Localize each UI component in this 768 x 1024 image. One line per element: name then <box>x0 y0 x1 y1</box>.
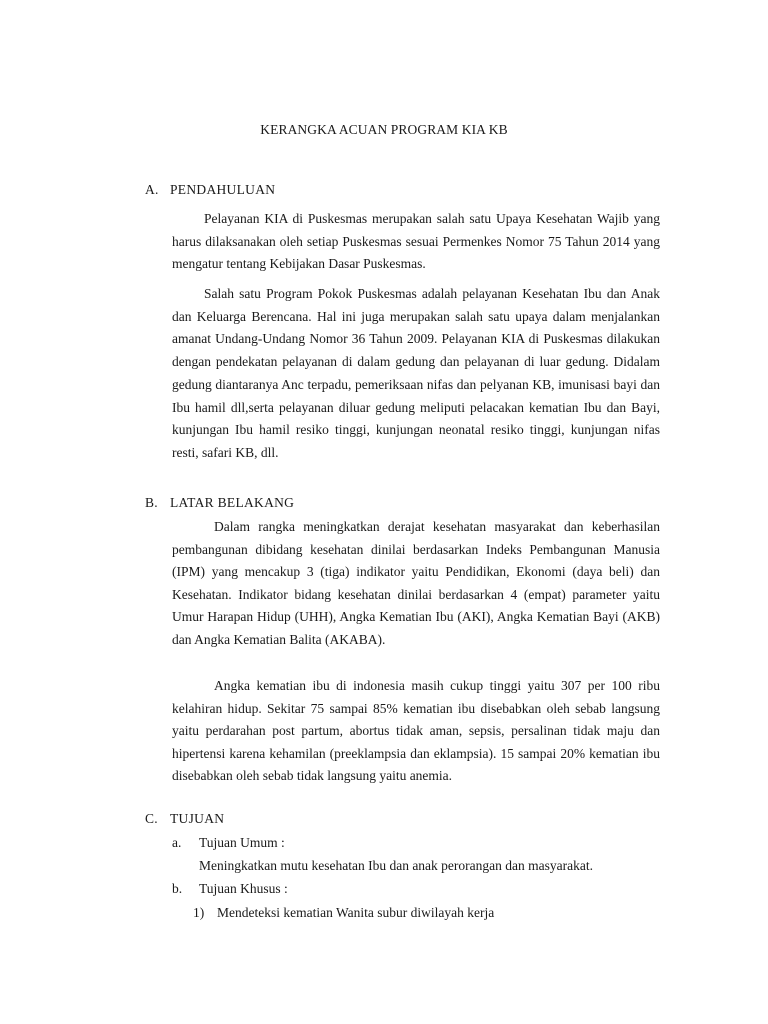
paragraph: Salah satu Program Pokok Puskesmas adalah pelayanan Kesehatan Ibu dan Anak dan Keluarga Berencana. Hal ini juga merupakan salah satu upaya dalam menjalankan amanat Undang-Undang Nomor 36 Tahun 2009. Pelayanan KIA di Puskesmas dilakukan dengan pendekatan pelayanan di dalam gedung dan pelayanan di luar gedung. Didalam gedung diantaranya Anc terpadu, pemeriksaan nifas dan pelyanan KB, imunisasi bayi dan Ibu hamil dll,serta pelayanan diluar gedung meliputi pelacakan kematian Ibu dan Bayi, kunjungan Ibu hamil resiko tinggi, kunjungan neonatal resiko tinggi, kunjungan nifas resti, safari KB, dll. <box>172 286 660 460</box>
document-title: KERANGKA ACUAN PROGRAM KIA KB <box>260 122 508 137</box>
list-marker: 1) <box>193 905 205 920</box>
list-item-tujuan-khusus <box>172 881 288 897</box>
list-item-tujuan-umum <box>172 835 285 851</box>
paragraph: Dalam rangka meningkatkan derajat kesehatan masyarakat dan keberhasilan pembangunan dibidang kesehatan dinilai berdasarkan Indeks Pembangunan Manusia (IPM) yang mencakup 3 (tiga) indikator yaitu Pendidikan, Ekonomi (daya beli) dan Kesehatan. Indikator bidang kesehatan dinilai berdasarkan 4 (empat) parameter yaitu Umur Harapan Hidup (UHH), Angka Kematian Ibu (AKI), Angka Kematian Bayi (AKB) dan Angka Kematian Balita (AKABA). <box>172 519 660 647</box>
paragraph: Pelayanan KIA di Puskesmas merupakan salah satu Upaya Kesehatan Wajib yang harus dilaksanakan oleh setiap Puskesmas sesuai Permenkes Nomor 75 Tahun 2014 yang mengatur tentang Kebijakan Dasar Puskesmas. <box>172 211 660 272</box>
list-item-numbered <box>193 905 494 921</box>
list-label: Tujuan Umum : <box>199 835 285 850</box>
section-title: PENDAHULUAN <box>170 182 276 197</box>
list-marker: a. <box>172 835 182 850</box>
list-label: Mendeteksi kematian Wanita subur diwilayah kerja <box>217 905 495 920</box>
section-letter: B. <box>145 495 158 510</box>
list-label: Tujuan Khusus : <box>199 881 288 896</box>
list-item-text: Meningkatkan mutu kesehatan Ibu dan anak perorangan dan masyarakat. <box>199 858 593 873</box>
section-title: LATAR BELAKANG <box>170 495 295 510</box>
section-heading-tujuan <box>145 811 224 827</box>
paragraph: Angka kematian ibu di indonesia masih cukup tinggi yaitu 307 per 100 ribu kelahiran hidup. Sekitar 75 sampai 85% kematian ibu disebabkan oleh sebab langsung yaitu perdarahan post partum, abortus tidak aman, sepsis, persalinan tidak maju dan hipertensi karena kehamilan (preeklampsia dan eklampsia). 15 sampai 20% kematian ibu disebabkan oleh sebab tidak langsung yaitu anemia. <box>172 678 660 784</box>
section-title: TUJUAN <box>170 811 225 826</box>
list-marker: b. <box>172 881 183 896</box>
section-heading-pendahuluan <box>145 182 275 198</box>
section-letter: C. <box>145 811 158 826</box>
section-heading-latar-belakang <box>145 495 294 511</box>
section-letter: A. <box>145 182 159 197</box>
